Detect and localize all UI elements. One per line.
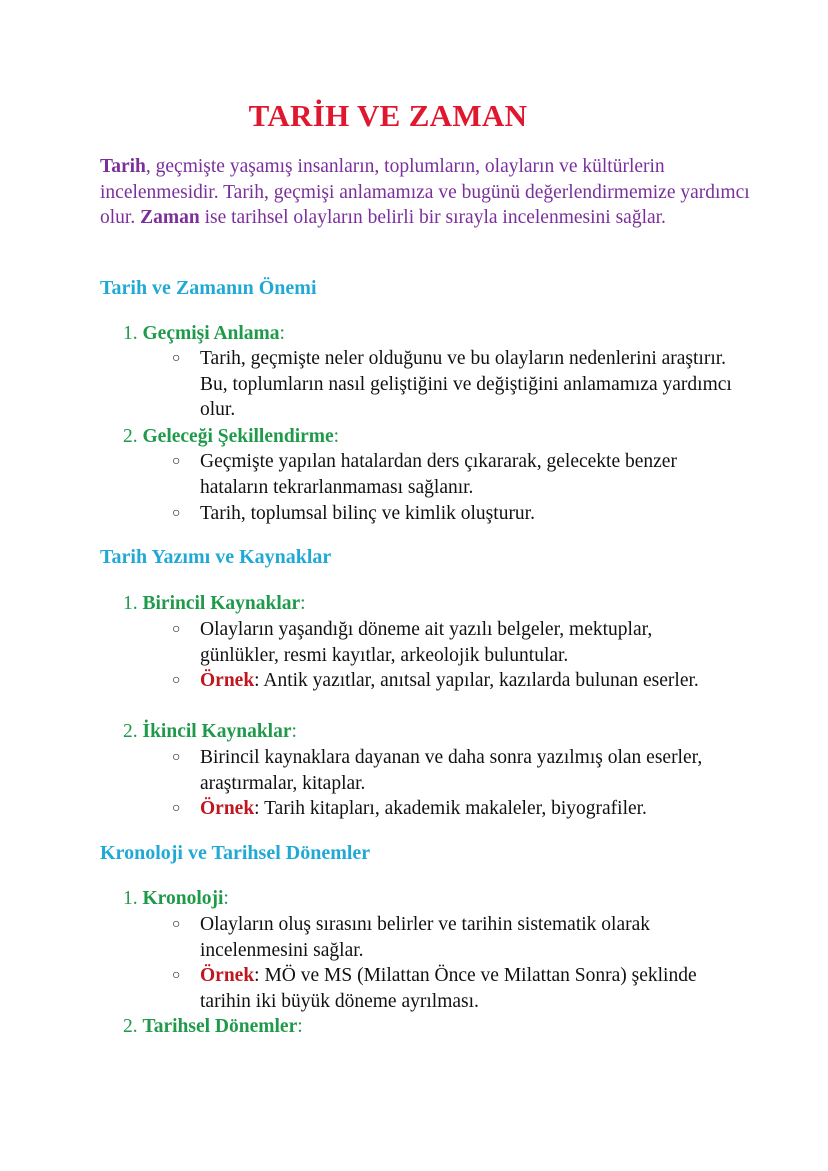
numbered-item xyxy=(123,424,339,450)
bullet-item xyxy=(172,912,732,963)
item-colon: : xyxy=(297,1016,303,1037)
numbered-item xyxy=(123,591,306,617)
bullet-item xyxy=(172,745,732,796)
numbered-item xyxy=(123,321,285,347)
circle-bullet-icon: ○ xyxy=(172,351,181,366)
intro-text-2: ise tarihsel olayların belirli bir sırayla incelenmesini sağlar. xyxy=(199,207,666,228)
item-number: 2. xyxy=(123,721,138,742)
item-number: 1. xyxy=(123,323,138,344)
intro-term-zaman: Zaman xyxy=(140,207,200,228)
example-label: Örnek xyxy=(200,798,255,819)
example-text: : Antik yazıtlar, anıtsal yapılar, kazılarda bulunan eserler. xyxy=(254,670,699,691)
item-colon: : xyxy=(291,721,297,742)
bullet-item xyxy=(172,796,732,822)
item-number: 1. xyxy=(123,888,138,909)
section-heading: Tarih Yazımı ve Kaynaklar xyxy=(100,546,332,568)
circle-bullet-icon: ○ xyxy=(172,968,181,983)
example-label: Örnek xyxy=(200,965,255,986)
bullet-item xyxy=(172,501,732,527)
example-text: : Tarih kitapları, akademik makaleler, biyografiler. xyxy=(254,798,647,819)
item-label: Geleceği Şekillendirme xyxy=(142,426,334,447)
item-colon: : xyxy=(223,888,229,909)
numbered-item xyxy=(123,1014,303,1040)
bullet-item xyxy=(172,449,732,500)
circle-bullet-icon: ○ xyxy=(172,917,181,932)
bullet-text xyxy=(200,796,732,822)
item-colon: : xyxy=(300,593,306,614)
bullet-text: Geçmişte yapılan hatalardan ders çıkararak, gelecekte benzer hataların tekrarlanmaması sağlanır. xyxy=(200,451,677,498)
item-colon: : xyxy=(279,323,285,344)
bullet-item xyxy=(172,346,732,423)
page-title: TARİH VE ZAMAN xyxy=(248,98,528,133)
circle-bullet-icon: ○ xyxy=(172,673,181,688)
circle-bullet-icon: ○ xyxy=(172,454,181,469)
bullet-text xyxy=(200,963,732,1014)
item-label: Geçmişi Anlama xyxy=(142,323,280,344)
intro-text-1: , geçmişte yaşamış insanların, toplumların, olayların ve kültürlerin incelenmesidir. Tarih, geçmişi anlamamıza ve bugünü değerlendirmemize yardımcı olur. xyxy=(100,156,750,228)
numbered-item xyxy=(123,719,297,745)
bullet-item xyxy=(172,668,732,694)
bullet-item xyxy=(172,617,732,668)
bullet-text: Olayların yaşandığı döneme ait yazılı belgeler, mektuplar, günlükler, resmi kayıtlar, arkeolojik buluntular. xyxy=(200,619,653,666)
bullet-text xyxy=(200,668,732,694)
intro-term-tarih: Tarih xyxy=(100,156,146,177)
numbered-item xyxy=(123,886,229,912)
item-number: 1. xyxy=(123,593,138,614)
item-label: İkincil Kaynaklar xyxy=(142,721,292,742)
intro-paragraph xyxy=(100,154,760,231)
bullet-text: Olayların oluş sırasını belirler ve tarihin sistematik olarak incelenmesini sağlar. xyxy=(200,914,651,961)
item-label: Kronoloji xyxy=(142,888,224,909)
circle-bullet-icon: ○ xyxy=(172,750,181,765)
section-heading: Kronoloji ve Tarihsel Dönemler xyxy=(100,842,371,864)
section-heading: Tarih ve Zamanın Önemi xyxy=(100,277,317,299)
bullet-text: Birincil kaynaklara dayanan ve daha sonra yazılmış olan eserler, araştırmalar, kitaplar. xyxy=(200,747,703,794)
bullet-item xyxy=(172,963,732,1014)
circle-bullet-icon: ○ xyxy=(172,506,181,521)
circle-bullet-icon: ○ xyxy=(172,801,181,816)
bullet-text: Tarih, toplumsal bilinç ve kimlik oluşturur. xyxy=(200,503,535,524)
circle-bullet-icon: ○ xyxy=(172,622,181,637)
item-number: 2. xyxy=(123,1016,138,1037)
example-label: Örnek xyxy=(200,670,255,691)
example-text: : MÖ ve MS (Milattan Önce ve Milattan Sonra) şeklinde tarihin iki büyük döneme ayrılması. xyxy=(200,965,697,1012)
item-label: Tarihsel Dönemler xyxy=(142,1016,298,1037)
bullet-text: Tarih, geçmişte neler olduğunu ve bu olayların nedenlerini araştırır. Bu, toplumların nasıl geliştiğini ve değiştiğini anlamamıza yardımcı olur. xyxy=(200,348,732,420)
item-label: Birincil Kaynaklar xyxy=(142,593,301,614)
item-number: 2. xyxy=(123,426,138,447)
item-colon: : xyxy=(333,426,340,447)
